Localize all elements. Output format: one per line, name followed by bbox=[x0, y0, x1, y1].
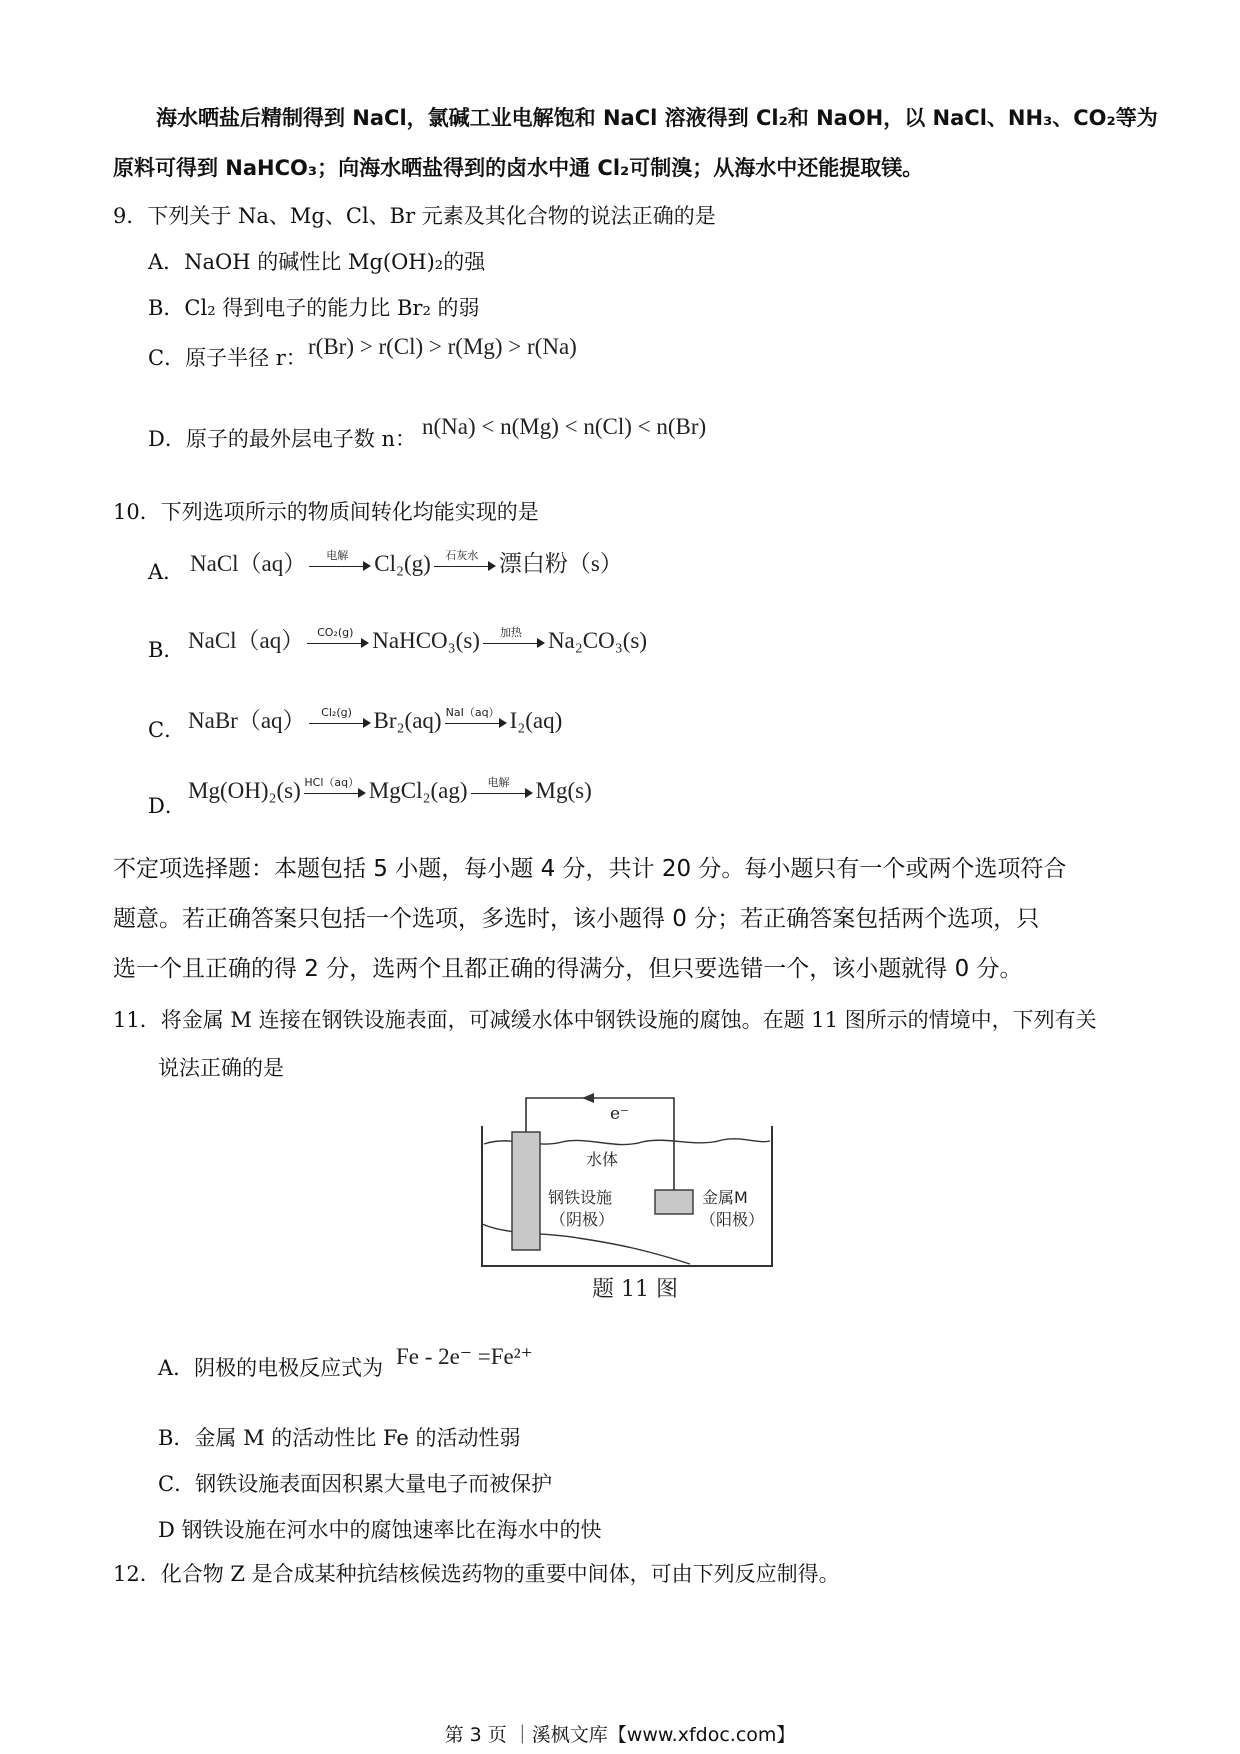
figure-caption: 题 11 图 bbox=[592, 1277, 678, 1302]
q9-option-a: A．NaOH 的碱性比 Mg(OH)₂的强 bbox=[148, 250, 486, 274]
arrow-condition: HCl（aq） bbox=[304, 775, 360, 789]
product: 漂白粉（s） bbox=[498, 551, 623, 576]
page-footer: 第 3 页 ｜溪枫文库【www.xfdoc.com】 bbox=[444, 1724, 796, 1746]
section-instructions-line-3: 选一个且正确的得 2 分，选两个且都正确的得满分，但只要选错一个，该小题就得 0 分。 bbox=[113, 956, 1023, 982]
q11-option-d: D 钢铁设施在河水中的腐蚀速率比在海水中的快 bbox=[158, 1518, 602, 1542]
electron-arrow-icon bbox=[582, 1093, 594, 1103]
water-label: 水体 bbox=[586, 1150, 619, 1169]
reaction-arrow bbox=[445, 705, 507, 733]
q11-figure bbox=[470, 1086, 800, 1308]
product: I₂(aq) bbox=[509, 708, 563, 733]
q10-option-c-formula bbox=[188, 702, 562, 735]
arrow-condition: 电解 bbox=[326, 548, 349, 562]
reaction-arrow bbox=[471, 775, 533, 803]
steel-facility bbox=[512, 1132, 540, 1250]
intermediate: NaHCO₃(s) bbox=[372, 628, 480, 653]
q10-stem: 10．下列选项所示的物质间转化均能实现的是 bbox=[113, 500, 539, 524]
reactant: NaBr（aq） bbox=[188, 708, 306, 733]
arrow-condition: 石灰水 bbox=[445, 548, 479, 562]
arrow-condition: Cl₂(g) bbox=[321, 705, 352, 719]
reaction-arrow bbox=[434, 548, 496, 576]
intro-line-1: 海水晒盐后精制得到 NaCl，氯碱工业电解饱和 NaCl 溶液得到 Cl₂和 NaOH，以 NaCl、NH₃、CO₂等为 bbox=[156, 106, 1158, 130]
intermediate: Br₂(aq) bbox=[373, 708, 442, 733]
q11-option-a-label: A．阴极的电极反应式为 bbox=[158, 1356, 384, 1380]
q10-option-a-label: A． bbox=[148, 560, 185, 584]
q11-option-b: B．金属 M 的活动性比 Fe 的活动性弱 bbox=[158, 1426, 521, 1450]
reactant: NaCl（aq） bbox=[190, 551, 307, 576]
reaction-arrow bbox=[307, 625, 369, 653]
section-instructions-line-2: 题意。若正确答案只包括一个选项，多选时，该小题得 0 分；若正确答案包括两个选项，只 bbox=[113, 906, 1040, 932]
arrow-condition: CO₂(g) bbox=[317, 625, 354, 639]
metal-anode-label: （阳极） bbox=[700, 1210, 765, 1229]
q12-stem: 12．化合物 Z 是合成某种抗结核候选药物的重要中间体，可由下列反应制得。 bbox=[113, 1562, 840, 1586]
section-instructions-line-1: 不定项选择题：本题包括 5 小题，每小题 4 分，共计 20 分。每小题只有一个或两个选项符合 bbox=[113, 856, 1067, 882]
arrow-condition: NaI（aq） bbox=[445, 705, 500, 719]
q9-option-b: B．Cl₂ 得到电子的能力比 Br₂ 的弱 bbox=[148, 296, 480, 320]
q10-option-a-formula bbox=[190, 545, 623, 578]
metal-m-block bbox=[655, 1190, 693, 1214]
q10-option-b-formula bbox=[188, 622, 647, 655]
electron-label: e⁻ bbox=[610, 1104, 630, 1124]
metal-label: 金属M bbox=[702, 1188, 748, 1207]
intro-line-2: 原料可得到 NaHCO₃；向海水晒盐得到的卤水中通 Cl₂可制溴；从海水中还能提取镁。 bbox=[113, 156, 924, 180]
q10-option-b-label: B． bbox=[148, 638, 185, 662]
arrow-condition: 电解 bbox=[487, 775, 510, 789]
q11-stem-line-2: 说法正确的是 bbox=[158, 1056, 284, 1080]
q9-option-c-formula: r(Br) > r(Cl) > r(Mg) > r(Na) bbox=[308, 334, 577, 359]
q9-option-d-label: D．原子的最外层电子数 n： bbox=[148, 427, 417, 451]
arrow-condition: 加热 bbox=[499, 625, 522, 639]
q11-option-a-formula: Fe - 2e⁻ =Fe²⁺ bbox=[396, 1344, 533, 1369]
reactant: NaCl（aq） bbox=[188, 628, 305, 653]
q10-option-d-label: D． bbox=[148, 794, 186, 818]
reaction-arrow bbox=[309, 548, 371, 576]
product: Na₂CO₃(s) bbox=[547, 628, 648, 653]
steel-label: 钢铁设施 bbox=[548, 1188, 613, 1207]
intermediate: MgCl₂(ag) bbox=[368, 778, 468, 803]
reaction-arrow bbox=[304, 775, 366, 803]
q9-option-d-formula: n(Na) < n(Mg) < n(Cl) < n(Br) bbox=[422, 414, 707, 439]
q10-option-d-formula bbox=[188, 775, 592, 804]
product: Mg(s) bbox=[535, 778, 592, 803]
reaction-arrow bbox=[309, 705, 371, 733]
reaction-arrow bbox=[483, 625, 545, 653]
reactant: Mg(OH)₂(s) bbox=[188, 778, 301, 803]
q9-option-c-label: C．原子半径 r： bbox=[148, 346, 307, 370]
q9-stem: 9．下列关于 Na、Mg、Cl、Br 元素及其化合物的说法正确的是 bbox=[113, 204, 716, 228]
intermediate: Cl₂(g) bbox=[374, 551, 431, 576]
steel-cathode-label: （阴极） bbox=[550, 1210, 615, 1229]
q11-option-c: C．钢铁设施表面因积累大量电子而被保护 bbox=[158, 1472, 553, 1496]
q11-stem-line-1: 11．将金属 M 连接在钢铁设施表面，可减缓水体中钢铁设施的腐蚀。在题 11 图所示的情境中，下列有关 bbox=[113, 1008, 1097, 1032]
q10-option-c-label: C． bbox=[148, 718, 186, 742]
